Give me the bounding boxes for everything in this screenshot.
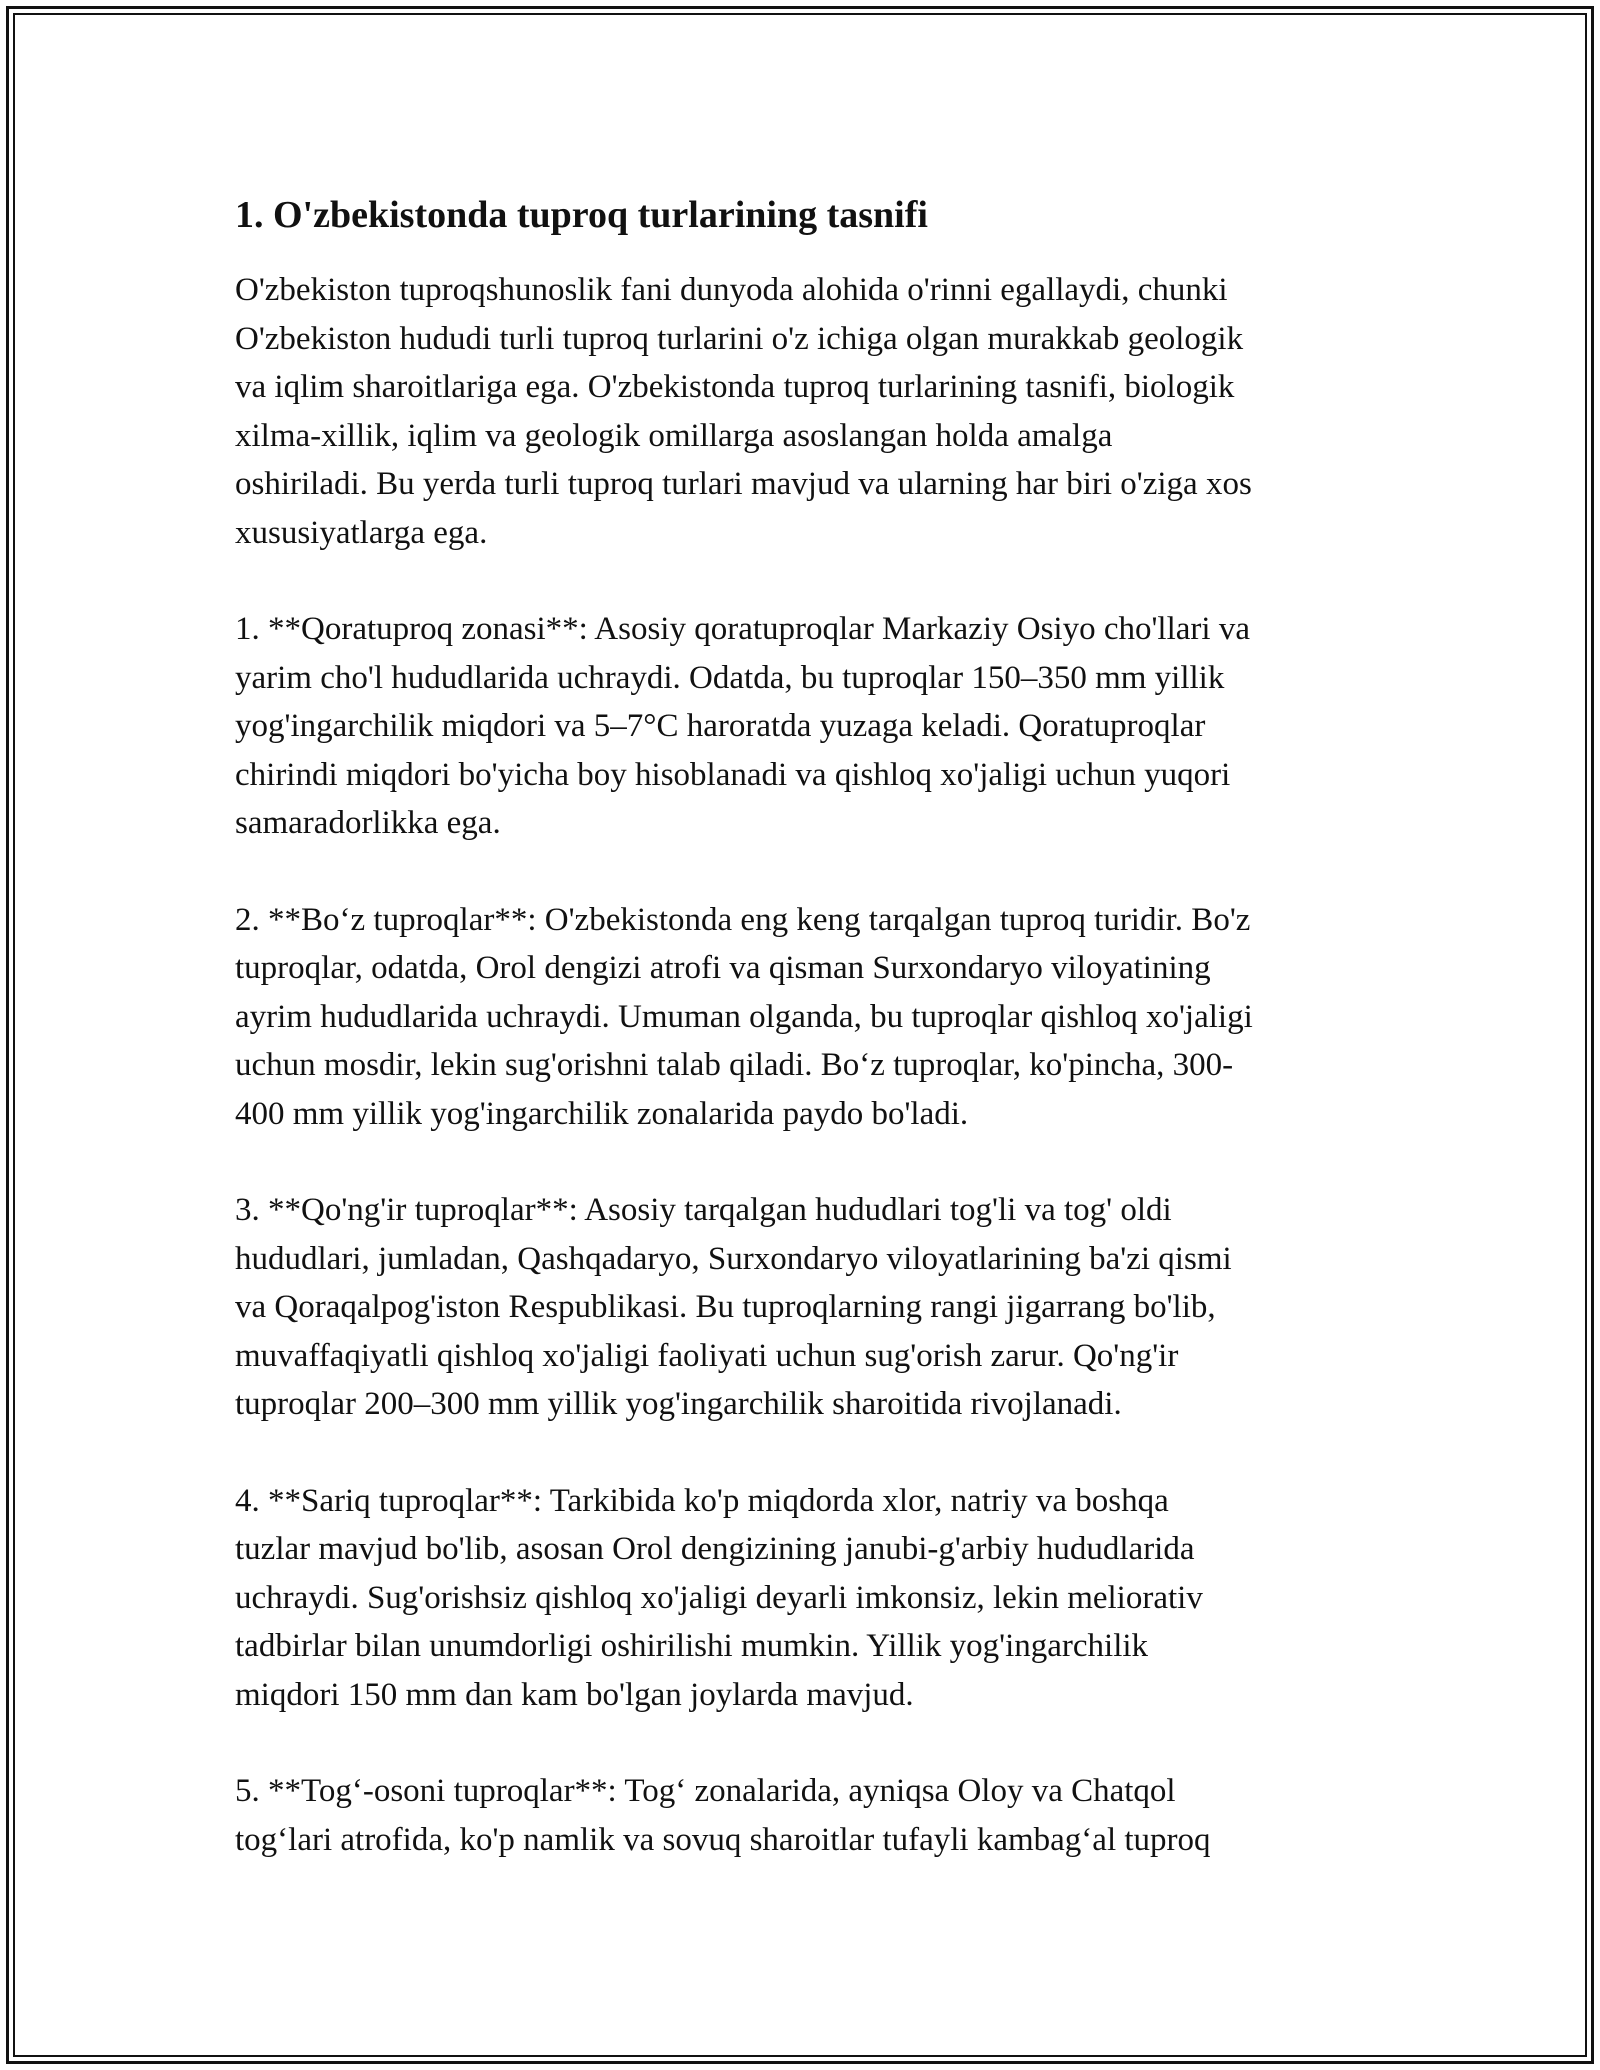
section-heading: 1. O'zbekistonda tuproq turlarining tasnifi — [235, 194, 928, 236]
list-item-sariq: 4. **Sariq tuproqlar**: Tarkibida ko'p miqdorda xlor, natriy va boshqa tuzlar mavjud bo'lib, asosan Orol dengizining janubi-g'arbiy hududlarida uchraydi. Sug'orishsiz qishloq xo'jaligi deyarli imkonsiz, lekin meliorativ tadbirlar bilan unumdorligi oshirilishi mumkin. Yillik yog'ingarchilik miqdori 150 mm dan kam bo'lgan joylarda mavjud. — [235, 1482, 1203, 1713]
list-item-qoratuproq: 1. **Qoratuproq zonasi**: Asosiy qoratuproqlar Markaziy Osiyo cho'llari va yarim cho'l hududlarida uchraydi. Odatda, bu tuproqlar 150–350 mm yillik yog'ingarchilik miqdori va 5–7°C haroratda yuzaga keladi. Qoratuproqlar chirindi miqdori bo'yicha boy hisoblanadi va qishloq xo'jaligi uchun yuqori samaradorlikka ega. — [235, 611, 1250, 841]
list-item-boz: 2. **Boʻz tuproqlar**: O'zbekistonda eng keng tarqalgan tuproq turidir. Bo'z tuproqlar, odatda, Orol dengizi atrofi va qisman Surxondaryo viloyatining ayrim hududlarida uchraydi. Umuman olganda, bu tuproqlar qishloq xo'jaligi uchun mosdir, lekin sug'orishni talab qiladi. Boʻz tuproqlar, ko'pincha, 300- 400 mm yillik yog'ingarchilik zonalarida paydo bo'ladi. — [235, 901, 1253, 1132]
document-body — [235, 190, 1385, 1912]
list-item-tog-osoni: 5. **Togʻ-osoni tuproqlar**: Togʻ zonalarida, ayniqsa Oloy va Chatqol togʻlari atrofida, ko'p namlik va sovuq sharoitlar tufayli kambagʻal tuproq — [235, 1773, 1211, 1858]
list-item-qongir: 3. **Qo'ng'ir tuproqlar**: Asosiy tarqalgan hududlari tog'li va tog' oldi hududlari, jumladan, Qashqadaryo, Surxondaryo viloyatlarining ba'zi qismi va Qoraqalpog'iston Respublikasi. Bu tuproqlarning rangi jigarrang bo'lib, muvaffaqiyatli qishloq xo'jaligi faoliyati uchun sug'orish zarur. Qo'ng'ir tuproqlar 200–300 mm yillik yog'ingarchilik sharoitida rivojlanadi. — [235, 1192, 1232, 1422]
intro-paragraph: O'zbekiston tuproqshunoslik fani dunyoda alohida o'rinni egallaydi, chunki O'zbekiston hududi turli tuproq turlarini o'z ichiga olgan murakkab geologik va iqlim sharoitlariga ega. O'zbekistonda tuproq turlarining tasnifi, biologik xilma-xillik, iqlim va geologik omillarga asoslangan holda amalga oshiriladi. Bu yerda turli tuproq turlari mavjud va ularning har biri o'ziga xos xususiyatlarga ega. — [235, 272, 1252, 551]
